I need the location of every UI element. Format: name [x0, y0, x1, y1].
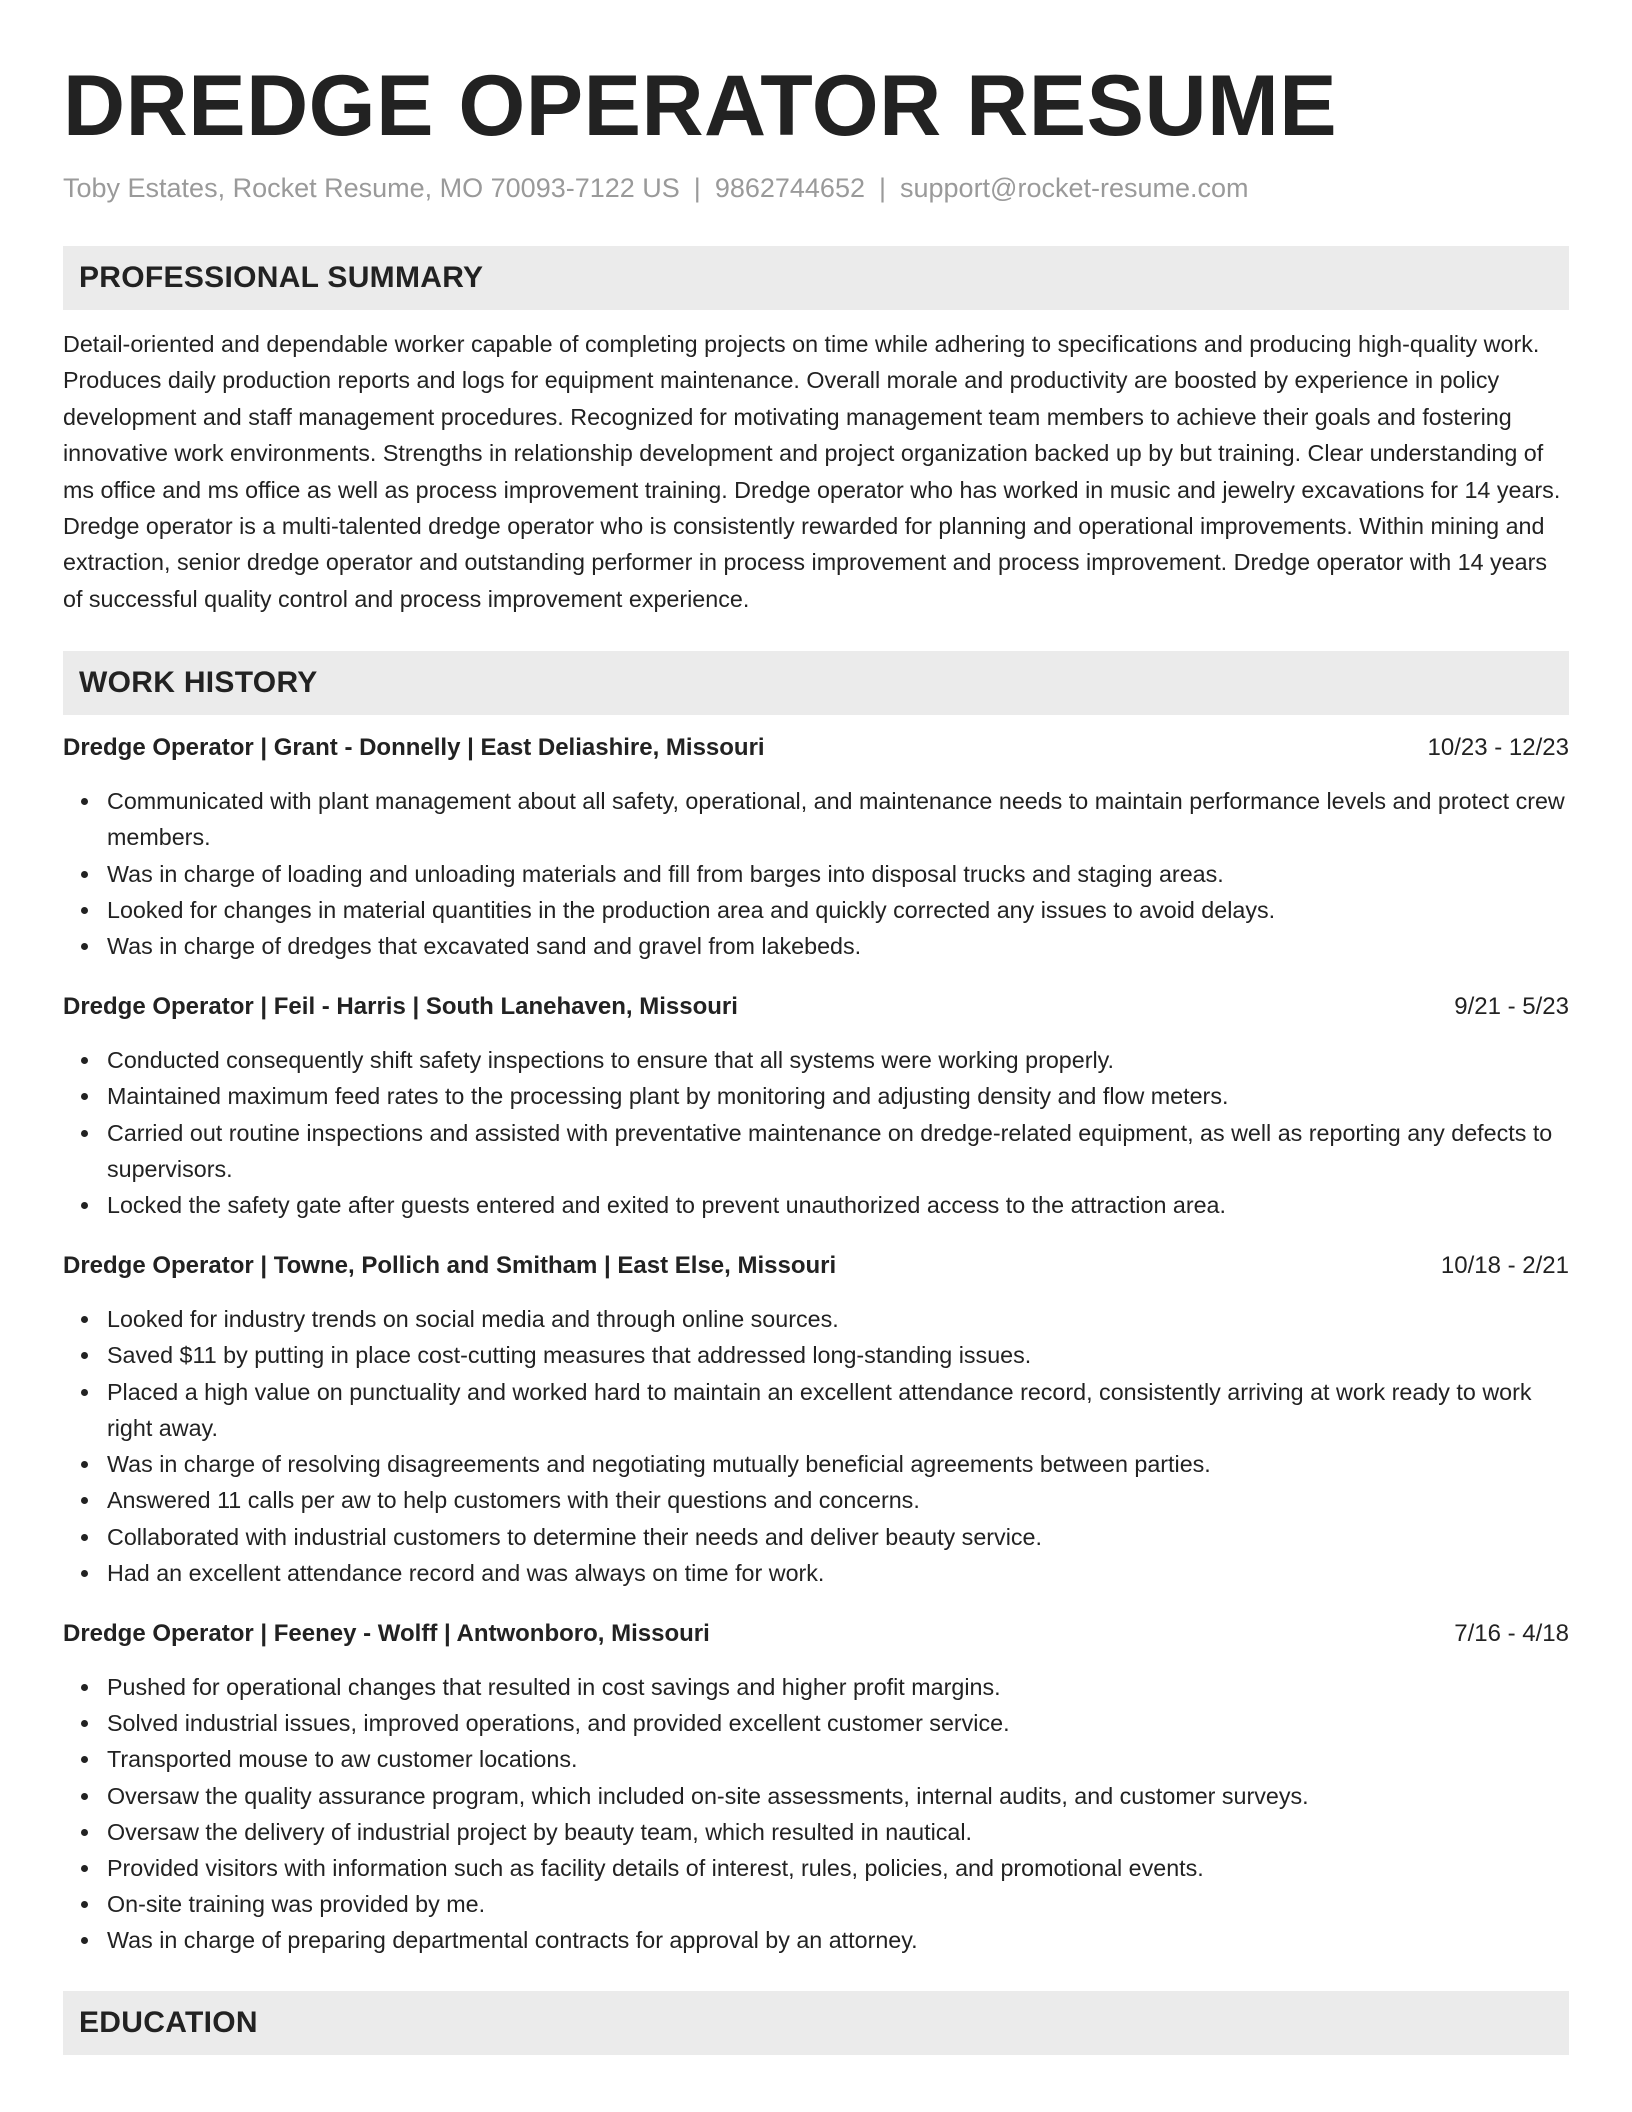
job-bullet: Transported mouse to aw customer locations. [63, 1741, 1569, 1777]
job-bullet: Conducted consequently shift safety inspections to ensure that all systems were working properly. [63, 1042, 1569, 1078]
job-title: Dredge Operator | Towne, Pollich and Smitham | East Else, Missouri [63, 1252, 837, 1280]
job-bullet: Solved industrial issues, improved operations, and provided excellent customer service. [63, 1705, 1569, 1741]
contact-address: Toby Estates, Rocket Resume, MO 70093-7122 US [63, 173, 680, 203]
contact-phone: 9862744652 [714, 173, 865, 203]
contact-email: support@rocket-resume.com [900, 173, 1249, 203]
job-bullet: Oversaw the delivery of industrial project by beauty team, which resulted in nautical. [63, 1814, 1569, 1850]
job-bullet-list [63, 783, 1569, 964]
job-bullet: Looked for industry trends on social media and through online sources. [63, 1301, 1569, 1337]
job-bullet: Placed a high value on punctuality and worked hard to maintain an excellent attendance record, consistently arriving at work ready to work right away. [63, 1374, 1569, 1446]
job-dates: 10/23 - 12/23 [1427, 734, 1569, 762]
section-header-summary: PROFESSIONAL SUMMARY [63, 246, 1569, 310]
job-bullet: Answered 11 calls per aw to help customers with their questions and concerns. [63, 1482, 1569, 1518]
job-bullet-list [63, 1669, 1569, 1959]
job-entry [63, 1249, 1569, 1591]
job-entry [63, 1617, 1569, 1959]
job-bullet: Communicated with plant management about all safety, operational, and maintenance needs to maintain performance levels and protect crew members. [63, 783, 1569, 855]
job-entry [63, 990, 1569, 1223]
job-header [63, 1249, 1569, 1283]
job-header [63, 731, 1569, 765]
job-header [63, 990, 1569, 1024]
job-bullet: Collaborated with industrial customers to determine their needs and deliver beauty service. [63, 1519, 1569, 1555]
job-title: Dredge Operator | Feil - Harris | South Lanehaven, Missouri [63, 993, 738, 1021]
section-header-work-history: WORK HISTORY [63, 651, 1569, 715]
job-dates: 7/16 - 4/18 [1454, 1619, 1569, 1647]
job-bullet: Was in charge of preparing departmental contracts for approval by an attorney. [63, 1922, 1569, 1958]
job-bullet-list [63, 1042, 1569, 1223]
job-bullet: Was in charge of resolving disagreements and negotiating mutually beneficial agreements between parties. [63, 1446, 1569, 1482]
job-title: Dredge Operator | Grant - Donnelly | East Deliashire, Missouri [63, 734, 765, 762]
job-bullet: Maintained maximum feed rates to the processing plant by monitoring and adjusting density and flow meters. [63, 1078, 1569, 1114]
job-title: Dredge Operator | Feeney - Wolff | Antwonboro, Missouri [63, 1619, 710, 1647]
section-header-education: EDUCATION [63, 1991, 1569, 2055]
job-bullet: Looked for changes in material quantities in the production area and quickly corrected any issues to avoid delays. [63, 892, 1569, 928]
job-bullet: Pushed for operational changes that resulted in cost savings and higher profit margins. [63, 1669, 1569, 1705]
job-bullet: Provided visitors with information such as facility details of interest, rules, policies, and promotional events. [63, 1850, 1569, 1886]
job-dates: 9/21 - 5/23 [1454, 993, 1569, 1021]
job-dates: 10/18 - 2/21 [1440, 1252, 1569, 1280]
contact-separator: | [693, 173, 701, 203]
summary-text: Detail-oriented and dependable worker capable of completing projects on time while adhering to specifications and producing high-quality work. Produces daily production reports and logs for equipment maintenance. Overall morale and productivity are boosted by experience in policy development and staff management procedures. Recognized for motivating management team members to achieve their goals and fostering innovative work environments. Strengths in relationship development and project organization backed up by but training. Clear understanding of ms office and ms office as well as process improvement training. Dredge operator who has worked in music and jewelry excavations for 14 years. Dredge operator is a multi-talented dredge operator who is consistently rewarded for planning and operational improvements. Within mining and extraction, senior dredge operator and outstanding performer in process improvement and process improvement. Dredge operator with 14 years of successful quality control and process improvement experience. [63, 331, 1561, 612]
job-entry [63, 731, 1569, 964]
job-bullet: Carried out routine inspections and assisted with preventative maintenance on dredge-related equipment, as well as reporting any defects to supervisors. [63, 1115, 1569, 1187]
job-bullet-list [63, 1301, 1569, 1591]
resume-title: DREDGE OPERATOR RESUME [63, 58, 1338, 154]
contact-separator: | [878, 173, 886, 203]
job-bullet: Was in charge of dredges that excavated sand and gravel from lakebeds. [63, 928, 1569, 964]
job-bullet: Had an excellent attendance record and was always on time for work. [63, 1555, 1569, 1591]
job-bullet: Saved $11 by putting in place cost-cutting measures that addressed long-standing issues. [63, 1337, 1569, 1373]
job-bullet: Locked the safety gate after guests entered and exited to prevent unauthorized access to the attraction area. [63, 1187, 1569, 1223]
job-bullet: Was in charge of loading and unloading materials and fill from barges into disposal trucks and staging areas. [63, 856, 1569, 892]
job-bullet: On-site training was provided by me. [63, 1886, 1569, 1922]
job-header [63, 1617, 1569, 1651]
job-bullet: Oversaw the quality assurance program, which included on-site assessments, internal audits, and customer surveys. [63, 1778, 1569, 1814]
contact-line [63, 170, 1569, 206]
